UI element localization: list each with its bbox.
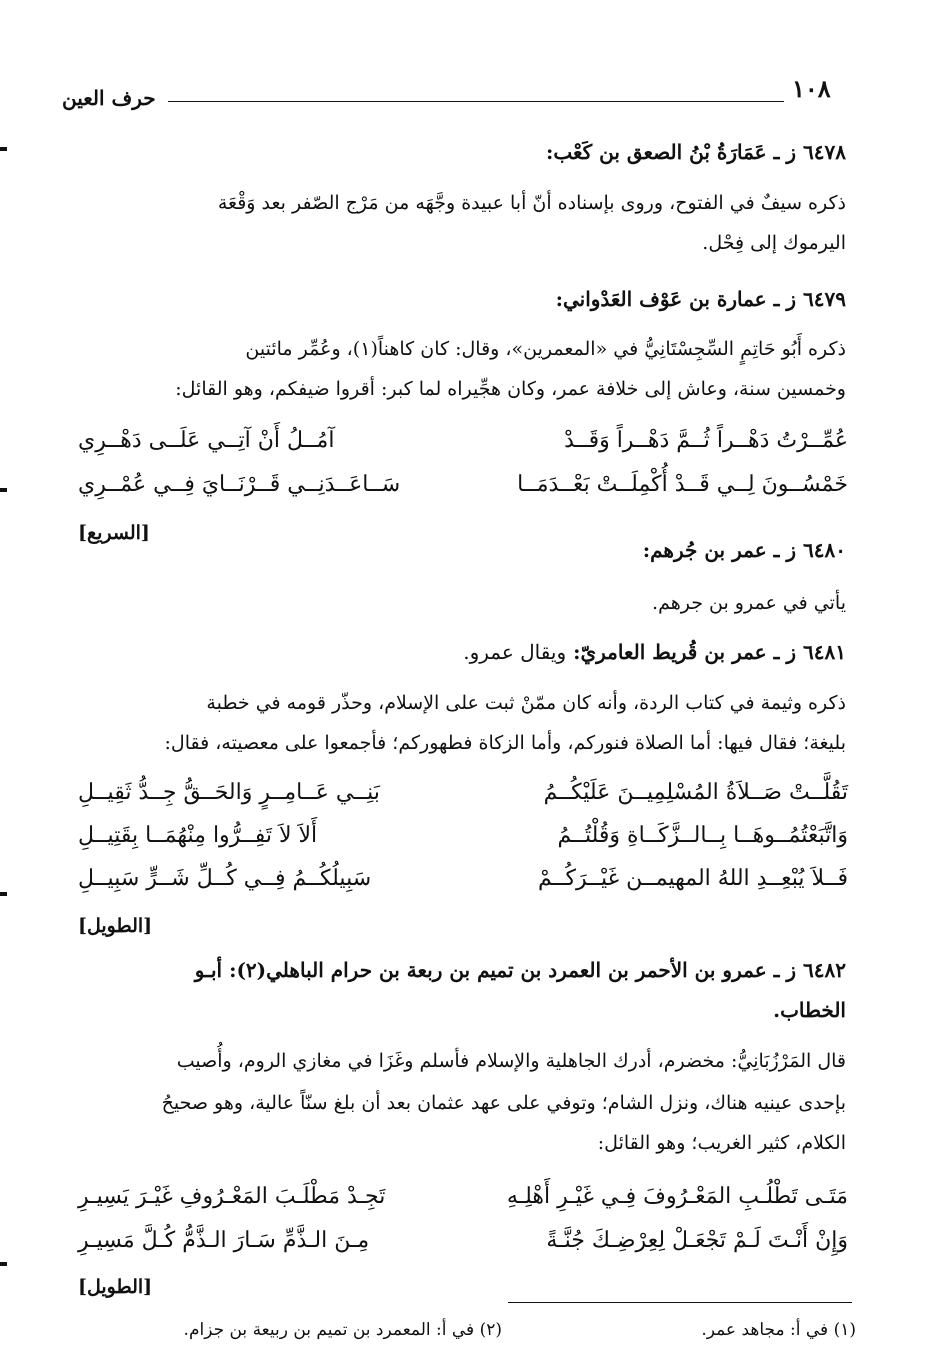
meter-label: [الطويل] [78, 1276, 153, 1298]
verse-second-hemistich: سَبِيلُكُــمُ فِــي كُــلِّ شَــرٍّ سَبِيــلِ [78, 866, 372, 891]
verse-second-hemistich: أَلاَ لاَ تَفِــرُّوا مِنْهُمَــا بِقَتِيــلِ [78, 823, 318, 848]
section-title: حرف العين [62, 86, 156, 110]
entry-heading: ٦٤٧٨ ز ـ عَمَارَةُ بْنُ الصعق بن كَعْب: [545, 140, 846, 164]
meter-label: [الطويل] [78, 915, 153, 937]
verse-first-hemistich: خَمْسُــونَ لِــي قَــدْ أُكْمِلَــتْ بَعْــدَمَــا [517, 472, 848, 497]
body-line: بليغة؛ فقال فيها: أما الصلاة فنوركم، وأما الزكاة فطهوركم؛ فأجمعوا على معصيته، فقال: [164, 732, 846, 754]
verse-line [72, 428, 848, 472]
verse-second-hemistich: تَجِـدْ مَطْلَـبَ المَعْـرُوفِ غَيْـرَ يَسِيـرِ [78, 1184, 386, 1209]
body-line: ذكره وثيمة في كتاب الردة، وأنه كان ممّنْ ثبت على الإسلام، وحذّر قومه في خطبة [206, 692, 846, 714]
verse-line [72, 472, 848, 516]
verse-second-hemistich: سَــاعَــدَنِــي قَــرْنَــايَ فِــي عُمْــرِي [78, 472, 401, 497]
footnote: (١) في أ: مجاهد عمر. [701, 1320, 856, 1340]
entry-heading [463, 640, 846, 664]
verse-line [72, 823, 848, 867]
verse-first-hemistich: تَقُلَّــتْ صَــلاَةُ المُسْلِمِيــنَ عَلَيْكُــمُ [543, 780, 848, 805]
verse-first-hemistich: عُمِّــرْتُ دَهْــراً ثُــمَّ دَهْــراً وَقَــدْ [564, 428, 848, 453]
scan-edge-mark [0, 488, 7, 492]
verse-first-hemistich: وَإِنْ أَنْـتَ لَـمْ تَجْعَـلْ لِعِرْضِـكَ جُنَّـةً [546, 1228, 848, 1253]
footnote: (٢) في أ: المعمرد بن تميم بن ربيعة بن جزام. [183, 1320, 502, 1340]
entry-heading: ٦٤٧٩ ز ـ عمارة بن عَوْف العَدْواني: [555, 287, 846, 311]
scan-edge-mark [0, 147, 7, 151]
footnote-rule [508, 1302, 852, 1303]
verse-first-hemistich: وَاتَّبَعْتُمُــوهَــا بِــالــزَّكَــاةِ وَقُلْتُــمُ [557, 823, 848, 848]
header-rule [168, 101, 784, 102]
verse-second-hemistich: مِـنَ الـذَّمِّ سَـارَ الـذَّمُّ كُـلَّ مَسِيـرِ [78, 1228, 370, 1253]
verse-first-hemistich: فَــلاَ يُبْعِــدِ اللهُ المهيمــن غَيْــرَكُــمْ [537, 866, 848, 891]
body-line: وخمسين سنة، وعاش إلى خلافة عمر، وكان هجِّيراه لما كبر: أقروا ضيفكم، وهو القائل: [175, 378, 846, 400]
entry-heading: ٦٤٨٢ ز ـ عمرو بن الأحمر بن العمرد بن تميم بن ربعة بن حرام الباهلي(٢): أبـو [194, 958, 846, 982]
verse-line [72, 780, 848, 824]
page-number: ١٠٨ [792, 74, 831, 103]
entry-heading-continuation: الخطاب. [773, 998, 846, 1022]
body-line: بإحدى عينيه هناك، ونزل الشام؛ وتوفي على عهد عثمان بعد أن بلغ سنّاً عالية، وهو صحيحُ [161, 1092, 846, 1114]
body-line: اليرموك إلى فِحْل. [702, 232, 846, 254]
body-line: يأتي في عمرو بن جرهم. [652, 592, 846, 614]
meter-label: [السريع] [78, 522, 150, 544]
body-line: ذكره أَبُو حَاتِمٍ السِّجِسْتَانِيُّ في «المعمرين»، وقال: كان كاهناً(١)، وعُمِّر مائتين [245, 338, 846, 360]
verse-second-hemistich: آمُــلُ أَنْ آتِــي عَلَــى دَهْــرِي [78, 428, 335, 453]
verse-second-hemistich: بَنِــي عَــامِــرٍ وَالحَــقُّ جِــدُّ ثَقِيــلِ [78, 780, 380, 805]
entry-heading-alias: ويقال عمرو. [463, 640, 567, 664]
verse-line [72, 1228, 848, 1272]
verse-first-hemistich: مَتَـى تَطْلُـبِ المَعْـرُوفَ فِـي غَيْـرِ أَهْلِـهِ [506, 1184, 848, 1209]
scan-edge-mark [0, 1262, 7, 1266]
entry-heading: ٦٤٨٠ ز ـ عمر بن جُرهم: [642, 538, 846, 562]
verse-line [72, 1184, 848, 1228]
body-line: قال المَرْزُبَانِيُّ: مخضرم، أدرك الجاهلية والإسلام فأسلم وغَزَا في مغازي الروم، وأُصيب [176, 1050, 846, 1072]
scan-edge-mark [0, 892, 7, 896]
body-line: الكلام، كثير الغريب؛ وهو القائل: [597, 1132, 846, 1154]
body-line: ذكره سيفٌ في الفتوح، وروى بإسناده أنّ أبا عبيدة وجَّهَه من مَرْج الصّفر بعد وَقْعَة [217, 192, 846, 214]
verse-line [72, 866, 848, 910]
entry-heading-name: ٦٤٨١ ز ـ عمر بن قُريط العامريّ: [573, 640, 846, 664]
